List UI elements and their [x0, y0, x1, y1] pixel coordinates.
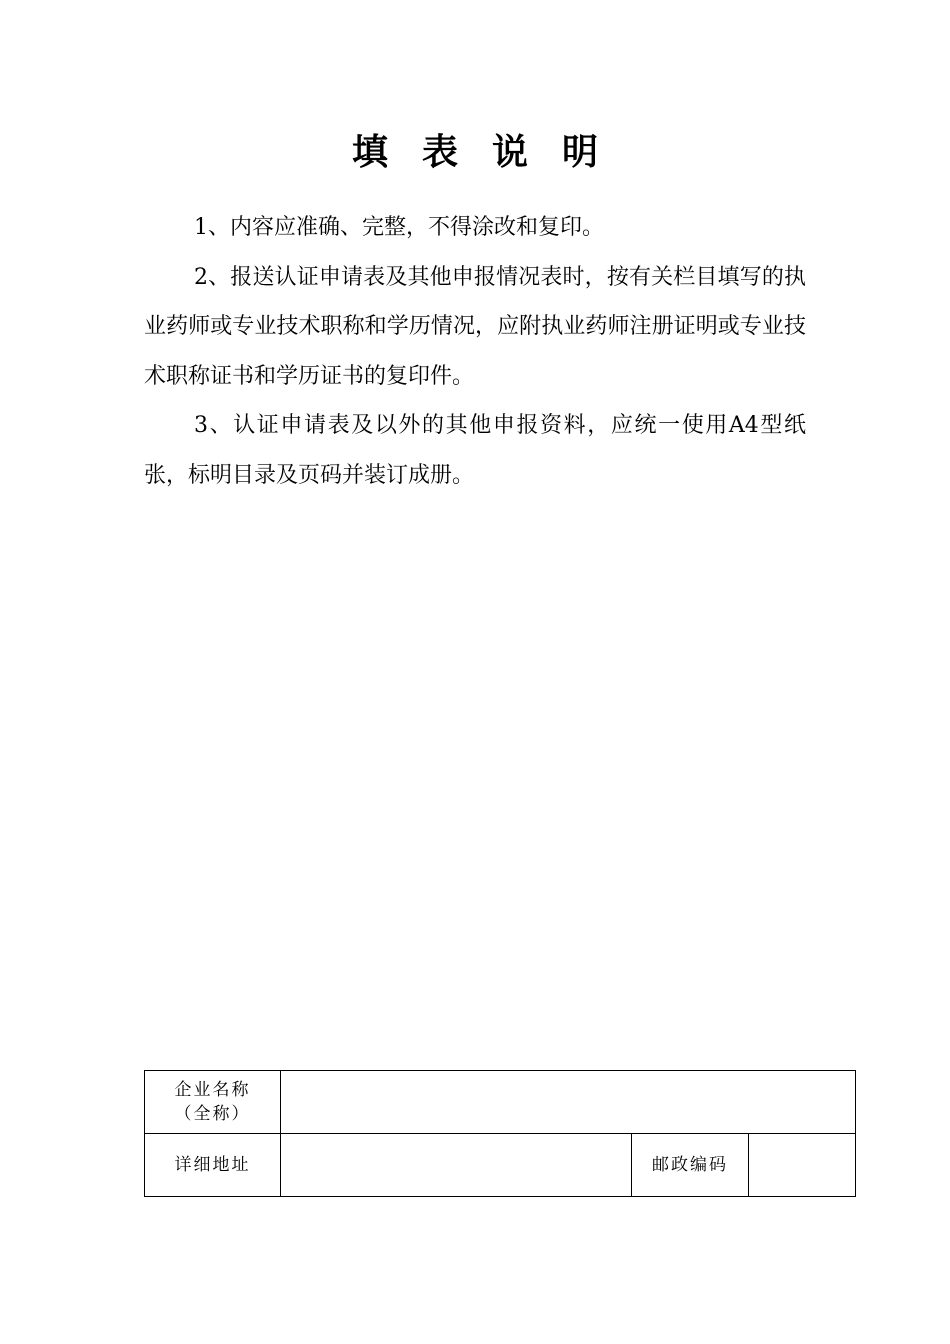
company-name-sublabel: （全称） — [174, 1104, 251, 1124]
address-row — [145, 1134, 856, 1197]
instruction-item: 2、报送认证申请表及其他申报情况表时，按有关栏目填写的执业药师或专业技术职称和学历情况，应附执业药师注册证明或专业技术职称证书和学历证书的复印件。 — [144, 264, 806, 389]
address-label: 详细地址 — [145, 1134, 281, 1197]
company-info-table — [144, 1070, 856, 1197]
page-title: 填表说明 — [351, 131, 632, 173]
address-field[interactable] — [281, 1134, 632, 1197]
instruction-item: 1、内容应准确、完整，不得涂改和复印。 — [194, 215, 604, 240]
company-name-row — [145, 1071, 856, 1134]
instructions-list — [144, 203, 806, 500]
postal-code-field[interactable] — [749, 1134, 856, 1197]
company-name-label: 企业名称 — [174, 1080, 251, 1100]
company-name-label-cell — [145, 1071, 281, 1134]
company-name-field[interactable] — [281, 1071, 856, 1134]
instruction-item: 3、认证申请表及以外的其他申报资料，应统一使用A4型纸张，标明目录及页码并装订成册。 — [144, 413, 806, 488]
postal-code-label: 邮政编码 — [632, 1134, 749, 1197]
